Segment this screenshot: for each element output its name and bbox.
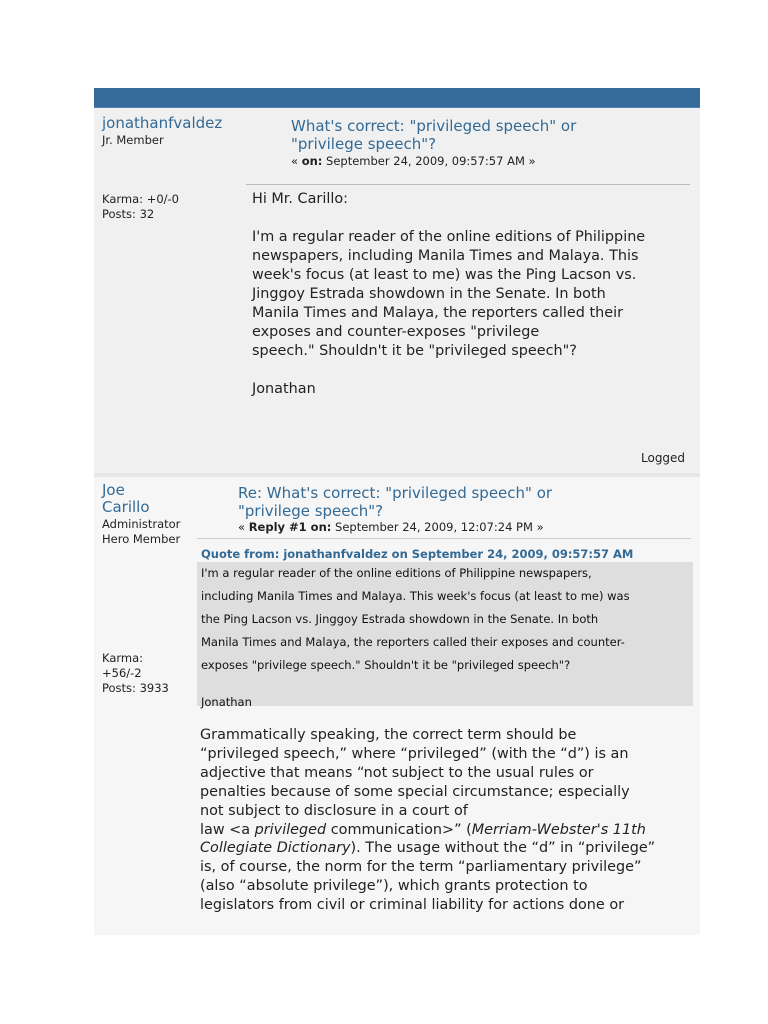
body-line: “privileged speech,” where “privileged” (with the “d”) is an	[200, 745, 629, 762]
author-line: Carillo	[102, 498, 150, 516]
post-date	[291, 154, 536, 168]
post-count: Posts: 32	[102, 207, 155, 221]
post-divider	[197, 538, 691, 539]
date-value: September 24, 2009, 12:07:24 PM »	[331, 520, 544, 534]
signature: Jonathan	[252, 381, 316, 397]
body-line: Jinggoy Estrada showdown in the Senate. In both	[252, 286, 606, 302]
subject-line: What's correct: "privileged speech" or	[291, 117, 577, 135]
quote-line: exposes "privilege speech." Shouldn't it be "privileged speech"?	[201, 658, 571, 672]
quote-line: I'm a regular reader of the online editions of Philippine newspapers,	[201, 566, 592, 580]
body-text-italic: Merriam-Webster's 11th	[471, 821, 646, 838]
post-body	[252, 190, 692, 399]
karma: Karma: +0/-0	[102, 192, 179, 206]
body-line: speech." Shouldn't it be "privileged speech"?	[252, 343, 577, 359]
body-line: week's focus (at least to me) was the Ping Lacson vs.	[252, 267, 637, 283]
reply-number: Reply #1 on:	[248, 520, 332, 534]
member-group: Hero Member	[102, 532, 181, 546]
post-author-link[interactable]	[102, 482, 150, 516]
karma-label: Karma:	[102, 651, 144, 665]
subject-line: "privilege speech"?	[291, 135, 437, 153]
body-text: law <a	[200, 821, 255, 838]
post-body	[200, 726, 696, 915]
post-count: Posts: 3933	[102, 681, 169, 695]
post-author-link[interactable]: jonathanfvaldez	[102, 114, 223, 132]
quote-signature: Jonathan	[201, 695, 252, 709]
body-line: is, of course, the norm for the term “parliamentary privilege”	[200, 859, 642, 876]
body-line: adjective that means “not subject to the usual rules or	[200, 764, 594, 781]
date-prefix: «	[291, 154, 302, 168]
body-line: I'm a regular reader of the online editions of Philippine	[252, 229, 646, 245]
body-text-italic: Collegiate Dictionary	[200, 840, 351, 857]
body-line: newspapers, including Manila Times and Malaya. This	[252, 248, 639, 264]
post-subject[interactable]	[291, 117, 576, 153]
body-line	[200, 839, 696, 858]
author-line: Joe	[102, 481, 125, 499]
quote-line: including Manila Times and Malaya. This week's focus (at least to me) was	[201, 589, 630, 603]
date-value: September 24, 2009, 09:57:57 AM »	[322, 154, 536, 168]
thread-header-bar	[94, 88, 700, 108]
body-line: not subject to disclosure in a court of	[200, 802, 468, 819]
post-2	[94, 477, 700, 935]
body-line: legislators from civil or criminal liability for actions done or	[200, 897, 625, 914]
member-rank: Administrator	[102, 517, 181, 531]
body-text: communication>” (	[326, 821, 472, 838]
body-line	[200, 821, 696, 840]
quote-block	[197, 562, 693, 709]
body-text: ). The usage without the “d” in “privilege”	[350, 840, 656, 857]
quote-line: Manila Times and Malaya, the reporters called their exposes and counter-	[201, 635, 625, 649]
post-divider	[246, 184, 690, 185]
quote-line: the Ping Lacson vs. Jinggoy Estrada showdown in the Senate. In both	[201, 612, 599, 626]
member-rank: Jr. Member	[102, 133, 164, 147]
body-line: Grammatically speaking, the correct term should be	[200, 727, 577, 743]
greeting: Hi Mr. Carillo:	[252, 191, 348, 207]
body-line: (also “absolute privilege”), which grants protection to	[200, 878, 588, 895]
subject-line: Re: What's correct: "privileged speech" or	[238, 484, 553, 502]
date-prefix: «	[238, 520, 249, 534]
post-subject[interactable]	[238, 484, 552, 520]
post-1	[94, 108, 700, 473]
body-line: Manila Times and Malaya, the reporters called their	[252, 305, 624, 321]
forum-thread	[94, 88, 700, 935]
body-text-italic: privileged	[254, 821, 327, 838]
post-date	[238, 520, 544, 534]
logged-label: Logged	[641, 451, 686, 465]
body-line: penalties because of some special circumstance; especially	[200, 783, 630, 800]
date-on-label: on:	[301, 154, 323, 168]
body-line: exposes and counter-exposes "privilege	[252, 324, 540, 340]
subject-line: "privilege speech"?	[238, 502, 384, 520]
karma-value: +56/-2	[102, 666, 142, 680]
quote-header-link[interactable]: Quote from: jonathanfvaldez on September 24, 2009, 09:57:57 AM	[201, 547, 634, 561]
